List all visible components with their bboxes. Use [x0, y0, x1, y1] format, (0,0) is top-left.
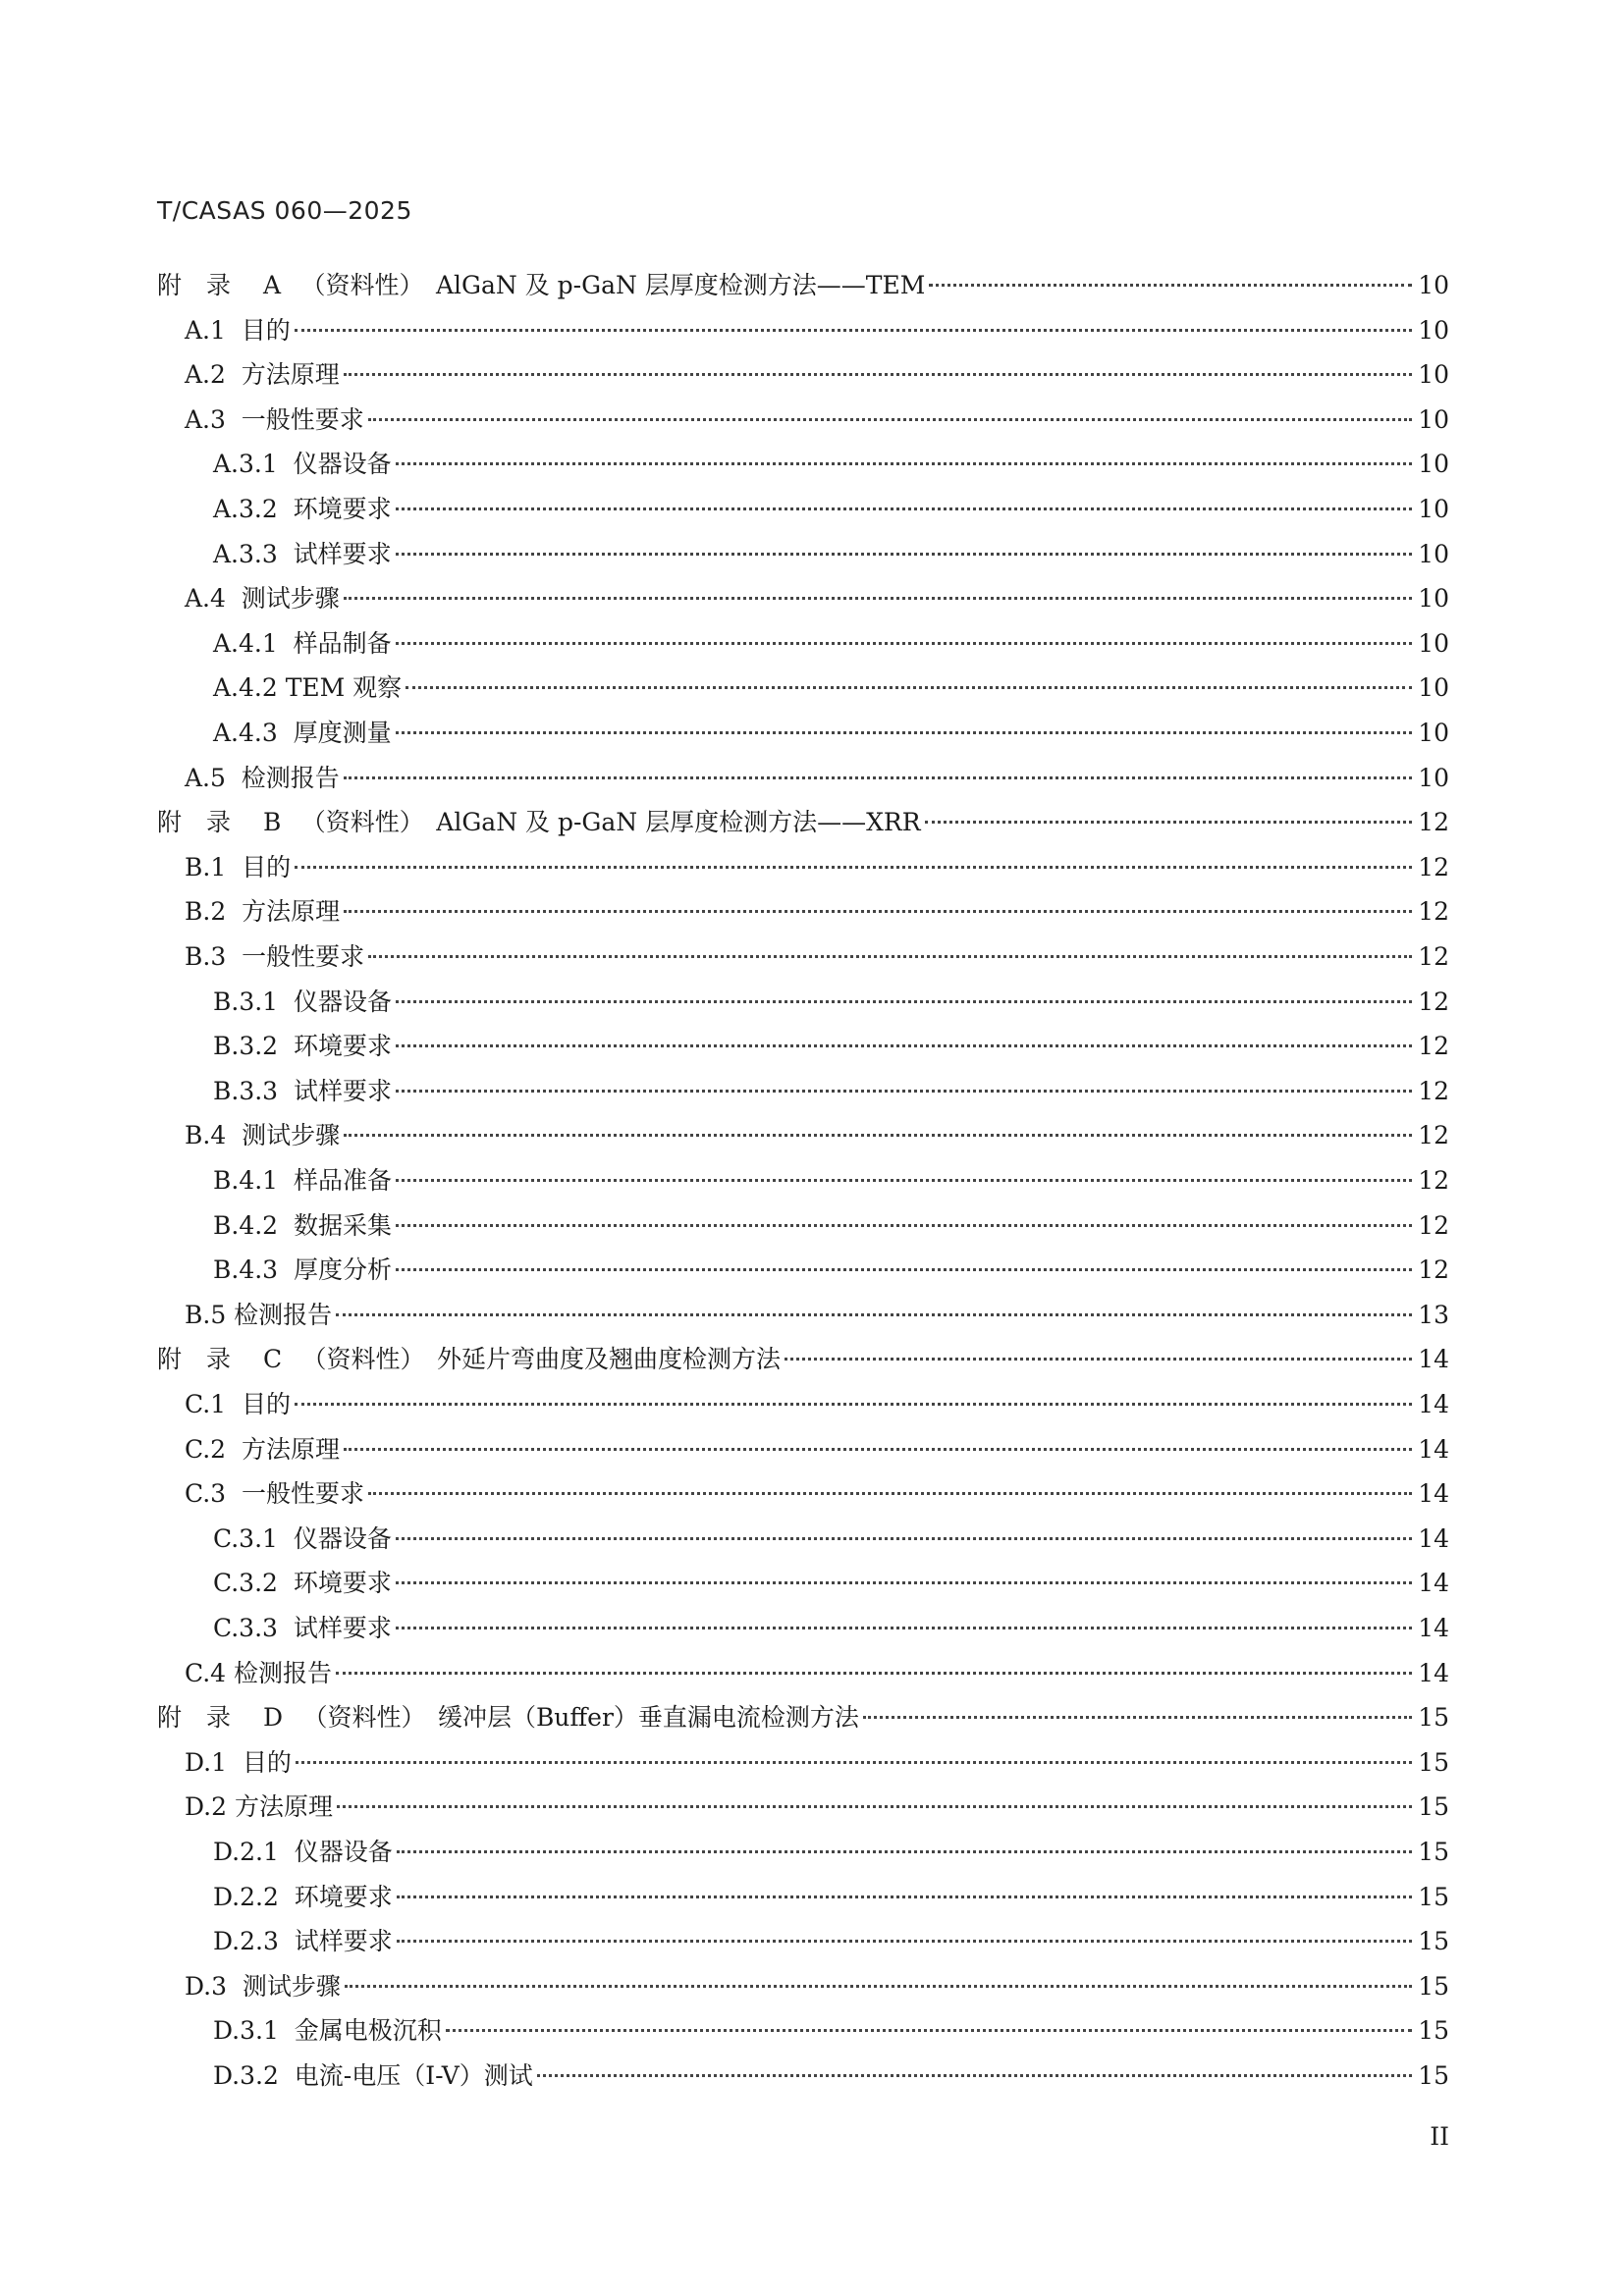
toc-entry-page: 10 [1418, 315, 1449, 345]
toc-entry-page: 12 [1418, 808, 1449, 837]
toc-entry[interactable] [185, 1471, 1449, 1517]
toc-entry-label: B.4.1 样品准备 [213, 1166, 392, 1195]
toc-entry-page: 10 [1418, 673, 1449, 703]
toc-dot-leader [397, 1896, 1412, 1898]
toc-entry-page: 14 [1418, 1479, 1449, 1509]
toc-entry-label: 附 录 A （资料性） AlGaN 及 p-GaN 层厚度检测方法——TEM [157, 271, 926, 299]
toc-entry-page: 10 [1418, 360, 1449, 390]
toc-dot-leader [537, 2074, 1412, 2077]
toc-entry-label: C.3.2 环境要求 [213, 1569, 392, 1598]
toc-entry[interactable] [213, 442, 1449, 487]
toc-entry[interactable] [213, 1561, 1449, 1606]
toc-entry[interactable] [213, 487, 1449, 532]
toc-entry-page: 12 [1418, 897, 1449, 927]
toc-entry-label: B.4.2 数据采集 [213, 1210, 392, 1240]
toc-entry[interactable] [213, 1069, 1449, 1114]
toc-dot-leader [344, 597, 1412, 600]
toc-entry-label: A.3.2 环境要求 [213, 495, 392, 523]
toc-entry-label: B.2 方法原理 [185, 897, 341, 927]
toc-entry-label: B.3.1 仪器设备 [213, 987, 392, 1016]
toc-dot-leader [396, 1179, 1412, 1182]
toc-entry-label: 附 录 D （资料性） 缓冲层（Buffer）垂直漏电流检测方法 [157, 1703, 859, 1733]
toc-entry-page: 14 [1418, 1434, 1449, 1464]
toc-entry-label: A.3.1 仪器设备 [213, 450, 392, 479]
document-id: T/CASAS 060—2025 [157, 196, 412, 225]
toc-entry-label: B.4 测试步骤 [185, 1121, 341, 1150]
toc-dot-leader [785, 1358, 1412, 1361]
toc-entry[interactable] [185, 1785, 1449, 1830]
toc-entry-label: C.3.1 仪器设备 [213, 1523, 392, 1553]
toc-entry[interactable] [213, 1919, 1449, 1964]
toc-entry[interactable] [213, 1024, 1449, 1069]
toc-entry-label: B.1 目的 [185, 852, 292, 881]
toc-entry-label: B.3 一般性要求 [185, 942, 365, 971]
toc-entry-label: C.4 检测报告 [185, 1658, 333, 1687]
toc-entry-label: D.2.2 环境要求 [213, 1882, 393, 1911]
toc-dot-leader [344, 1448, 1412, 1451]
toc-entry[interactable] [213, 621, 1449, 667]
toc-dot-leader [396, 1090, 1412, 1093]
toc-entry-page: 12 [1418, 1166, 1449, 1195]
toc-dot-leader [396, 1268, 1412, 1271]
toc-entry[interactable] [185, 845, 1449, 890]
toc-entry-label: D.2.3 试样要求 [213, 1927, 393, 1956]
toc-dot-leader [295, 1403, 1412, 1406]
toc-entry-label: C.3 一般性要求 [185, 1479, 364, 1509]
toc-dot-leader [929, 284, 1412, 287]
toc-entry[interactable] [213, 1203, 1449, 1249]
toc-entry[interactable] [213, 2008, 1449, 2054]
toc-dot-leader [396, 1044, 1412, 1047]
toc-entry-label: D.2 方法原理 [185, 1792, 333, 1822]
toc-dot-leader [396, 553, 1413, 556]
toc-entry-label: A.2 方法原理 [185, 360, 340, 390]
toc-annex-entry[interactable] [157, 800, 1449, 845]
toc-entry-page: 15 [1418, 2061, 1449, 2090]
toc-entry[interactable] [213, 1517, 1449, 1562]
toc-entry-page: 15 [1418, 1792, 1449, 1822]
toc-entry-label: B.3.2 环境要求 [213, 1032, 392, 1061]
toc-entry[interactable] [185, 1964, 1449, 2009]
toc-dot-leader [344, 776, 1412, 779]
toc-dot-leader [446, 2029, 1412, 2032]
toc-dot-leader [396, 1224, 1412, 1227]
toc-entry[interactable] [185, 308, 1449, 353]
toc-entry-label: 附 录 C （资料性） 外延片弯曲度及翘曲度检测方法 [157, 1345, 782, 1374]
toc-entry-label: C.2 方法原理 [185, 1434, 340, 1464]
toc-dot-leader [397, 1940, 1412, 1943]
toc-entry-page: 15 [1418, 1747, 1449, 1777]
toc-entry-page: 10 [1418, 763, 1449, 792]
toc-dot-leader [396, 1000, 1412, 1003]
toc-entry-label: A.3 一般性要求 [185, 404, 364, 434]
toc-entry[interactable] [185, 1427, 1449, 1472]
toc-entry-page: 15 [1418, 1838, 1449, 1866]
toc-entry-label: C.3.3 试样要求 [213, 1614, 392, 1642]
toc-dot-leader [344, 910, 1412, 913]
toc-entry-page: 14 [1418, 1390, 1449, 1418]
toc-entry-page: 10 [1418, 271, 1449, 299]
toc-entry[interactable] [213, 1248, 1449, 1293]
toc-entry[interactable] [185, 1113, 1449, 1158]
toc-entry[interactable] [185, 576, 1449, 621]
toc-dot-leader [396, 642, 1413, 645]
toc-entry-label: D.2.1 仪器设备 [213, 1838, 393, 1866]
toc-entry-page: 12 [1418, 1076, 1449, 1105]
toc-entry-page: 14 [1418, 1569, 1449, 1598]
toc-entry-label: B.5 检测报告 [185, 1300, 333, 1329]
toc-entry[interactable] [213, 666, 1449, 711]
toc-entry-page: 15 [1418, 1927, 1449, 1956]
toc-entry[interactable] [185, 889, 1449, 934]
toc-entry-page: 15 [1418, 1971, 1449, 2001]
toc-entry[interactable] [213, 1875, 1449, 1920]
toc-entry-page: 10 [1418, 450, 1449, 479]
toc-dot-leader [863, 1716, 1412, 1719]
toc-entry-page: 12 [1418, 987, 1449, 1016]
toc-entry-label: A.4 测试步骤 [185, 584, 340, 614]
toc-entry-label: A.1 目的 [185, 315, 291, 345]
toc-entry-label: A.5 检测报告 [185, 763, 340, 792]
toc-entry[interactable] [213, 532, 1449, 577]
toc-entry-page: 14 [1418, 1345, 1449, 1374]
toc-dot-leader [925, 821, 1413, 824]
toc-entry[interactable] [213, 1158, 1449, 1203]
toc-dot-leader [368, 1492, 1412, 1495]
toc-entry-page: 10 [1418, 719, 1449, 747]
toc-entry[interactable] [185, 1740, 1449, 1786]
toc-annex-entry[interactable] [157, 1695, 1449, 1740]
toc-entry-page: 12 [1418, 1121, 1449, 1150]
toc-entry[interactable] [185, 934, 1449, 980]
toc-dot-leader [295, 866, 1412, 869]
toc-entry-label: A.4.1 样品制备 [213, 628, 392, 658]
toc-entry-label: B.3.3 试样要求 [213, 1076, 392, 1105]
toc-entry-label: B.4.3 厚度分析 [213, 1255, 392, 1285]
toc-entry[interactable] [213, 1606, 1449, 1651]
toc-dot-leader [396, 1581, 1412, 1584]
toc-entry[interactable] [185, 1382, 1449, 1427]
toc-entry[interactable] [213, 2054, 1449, 2099]
toc-entry-page: 10 [1418, 584, 1449, 614]
toc-entry[interactable] [213, 980, 1449, 1025]
toc-entry-label: D.3 测试步骤 [185, 1971, 341, 2001]
toc-dot-leader [396, 1627, 1412, 1629]
toc-dot-leader [396, 1537, 1412, 1540]
toc-annex-entry[interactable] [157, 1337, 1449, 1382]
toc-dot-leader [396, 507, 1413, 510]
toc-entry-label: 附 录 B （资料性） AlGaN 及 p-GaN 层厚度检测方法——XRR [157, 808, 921, 837]
page-number: II [1430, 2122, 1449, 2151]
toc-entry-page: 10 [1418, 404, 1449, 434]
toc-entry-page: 13 [1418, 1300, 1449, 1329]
toc-dot-leader [336, 1313, 1412, 1316]
toc-entry-page: 15 [1418, 1703, 1449, 1733]
toc-dot-leader [344, 373, 1412, 376]
toc-entry-page: 14 [1418, 1523, 1449, 1553]
toc-entry-page: 14 [1418, 1658, 1449, 1687]
toc-entry-page: 15 [1418, 1882, 1449, 1911]
toc-dot-leader [337, 1805, 1412, 1808]
toc-dot-leader [344, 1134, 1412, 1137]
toc-dot-leader [368, 418, 1412, 421]
toc-entry-page: 15 [1418, 2016, 1449, 2046]
toc-entry-label: A.3.3 试样要求 [213, 539, 392, 568]
toc-dot-leader [295, 329, 1412, 332]
toc-entry[interactable] [185, 398, 1449, 443]
toc-dot-leader [296, 1761, 1412, 1764]
toc-entry[interactable] [185, 1293, 1449, 1338]
toc-entry[interactable] [185, 1651, 1449, 1696]
toc-entry[interactable] [213, 1830, 1449, 1875]
toc-entry[interactable] [213, 711, 1449, 756]
toc-dot-leader [336, 1672, 1412, 1675]
toc-entry-label: C.1 目的 [185, 1390, 291, 1418]
toc-dot-leader [397, 1850, 1412, 1853]
toc-entry-label: A.4.2 TEM 观察 [213, 673, 403, 703]
toc-entry-page: 12 [1418, 1255, 1449, 1285]
toc-entry-page: 12 [1418, 1032, 1449, 1061]
toc-dot-leader [406, 686, 1412, 689]
toc-dot-leader [368, 955, 1412, 958]
toc-entry-label: D.1 目的 [185, 1747, 292, 1777]
toc-annex-entry[interactable] [157, 263, 1449, 308]
toc-entry-page: 10 [1418, 628, 1449, 658]
toc-entry-page: 10 [1418, 495, 1449, 523]
toc-entry-page: 12 [1418, 942, 1449, 971]
toc-entry[interactable] [185, 756, 1449, 801]
toc-entry-label: D.3.2 电流-电压（I-V）测试 [213, 2061, 533, 2090]
toc-entry-page: 12 [1418, 852, 1449, 881]
toc-dot-leader [396, 462, 1413, 465]
toc-entry-label: D.3.1 金属电极沉积 [213, 2016, 442, 2046]
toc-entry[interactable] [185, 352, 1449, 398]
toc-entry-page: 14 [1418, 1614, 1449, 1642]
toc-dot-leader [396, 731, 1413, 734]
toc-entry-page: 12 [1418, 1210, 1449, 1240]
toc-entry-page: 10 [1418, 539, 1449, 568]
toc-dot-leader [345, 1985, 1412, 1988]
toc-entry-label: A.4.3 厚度测量 [213, 719, 392, 747]
